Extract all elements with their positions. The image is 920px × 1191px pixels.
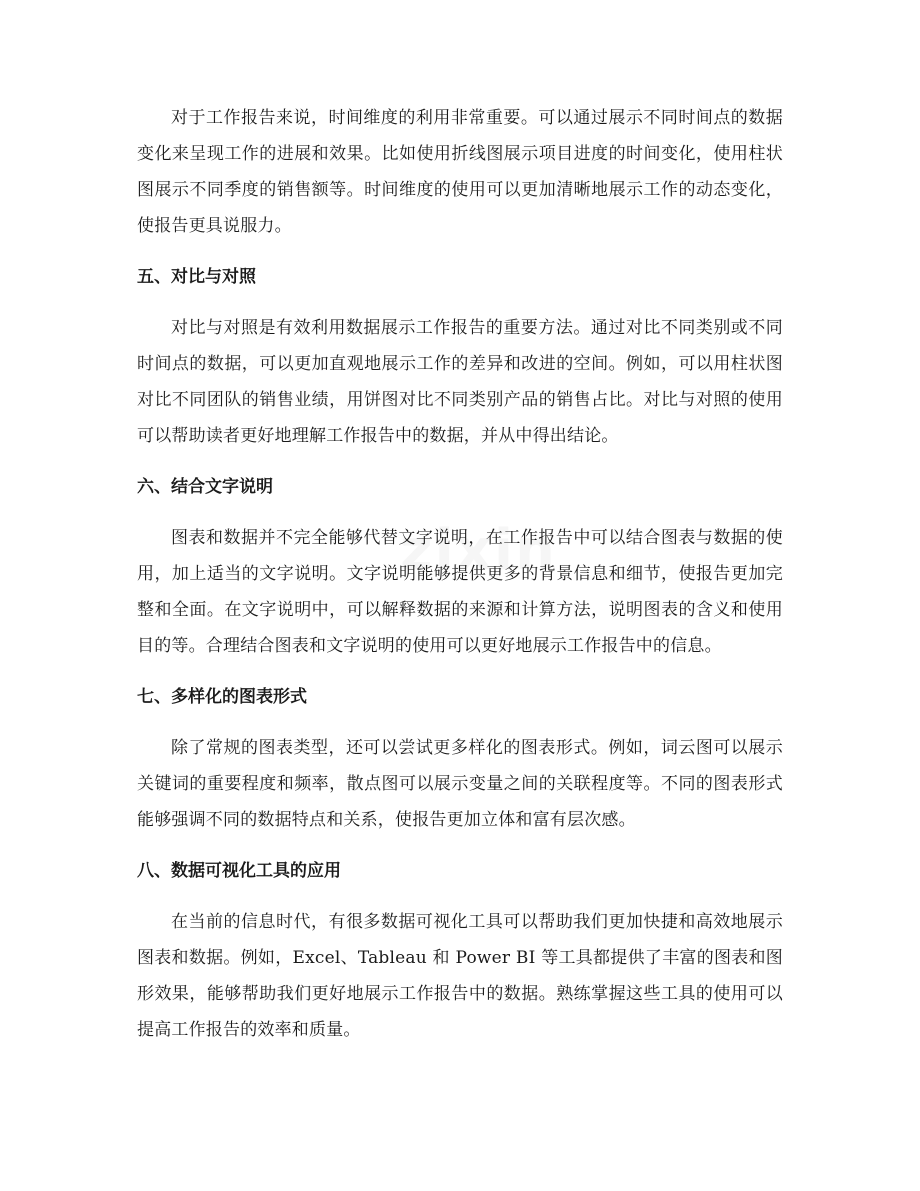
paragraph-intro: 对于工作报告来说，时间维度的利用非常重要。可以通过展示不同时间点的数据变化来呈现工作的进展和效果。比如使用折线图展示项目进度的时间变化，使用柱状图展示不同季度的销售额等。时间维度的使用可以更加清晰地展示工作的动态变化，使报告更具说服力。 <box>137 108 783 236</box>
paragraph-section-6: 图表和数据并不完全能够代替文字说明，在工作报告中可以结合图表与数据的使用，加上适当的文字说明。文字说明能够提供更多的背景信息和细节，使报告更加完整和全面。在文字说明中，可以解释数据的来源和计算方法，说明图表的含义和使用目的等。合理结合图表和文字说明的使用可以更好地展示工作报告中的信息。 <box>137 528 783 656</box>
paragraph-section-7: 除了常规的图表类型，还可以尝试更多样化的图表形式。例如，词云图可以展示关键词的重要程度和频率，散点图可以展示变量之间的关联程度等。不同的图表形式能够强调不同的数据特点和关系，使报告更加立体和富有层次感。 <box>137 738 783 830</box>
section-heading-7: 七、多样化的图表形式 <box>137 687 307 707</box>
document-body <box>137 100 783 1048</box>
section-heading-5: 五、对比与对照 <box>137 267 256 287</box>
section-heading-8: 八、数据可视化工具的应用 <box>137 861 341 881</box>
paragraph-section-5: 对比与对照是有效利用数据展示工作报告的重要方法。通过对比不同类别或不同时间点的数据，可以更加直观地展示工作的差异和改进的空间。例如，可以用柱状图对比不同团队的销售业绩，用饼图对比不同类别产品的销售占比。对比与对照的使用可以帮助读者更好地理解工作报告中的数据，并从中得出结论。 <box>137 318 783 446</box>
paragraph-section-8: 在当前的信息时代，有很多数据可视化工具可以帮助我们更加快捷和高效地展示图表和数据。例如，Excel、Tableau 和 Power BI 等工具都提供了丰富的图表和图形效果，能够帮助我们更好地展示工作报告中的数据。熟练掌握这些工具的使用可以提高工作报告的效率和质量。 <box>137 912 783 1040</box>
section-heading-6: 六、结合文字说明 <box>137 477 273 497</box>
